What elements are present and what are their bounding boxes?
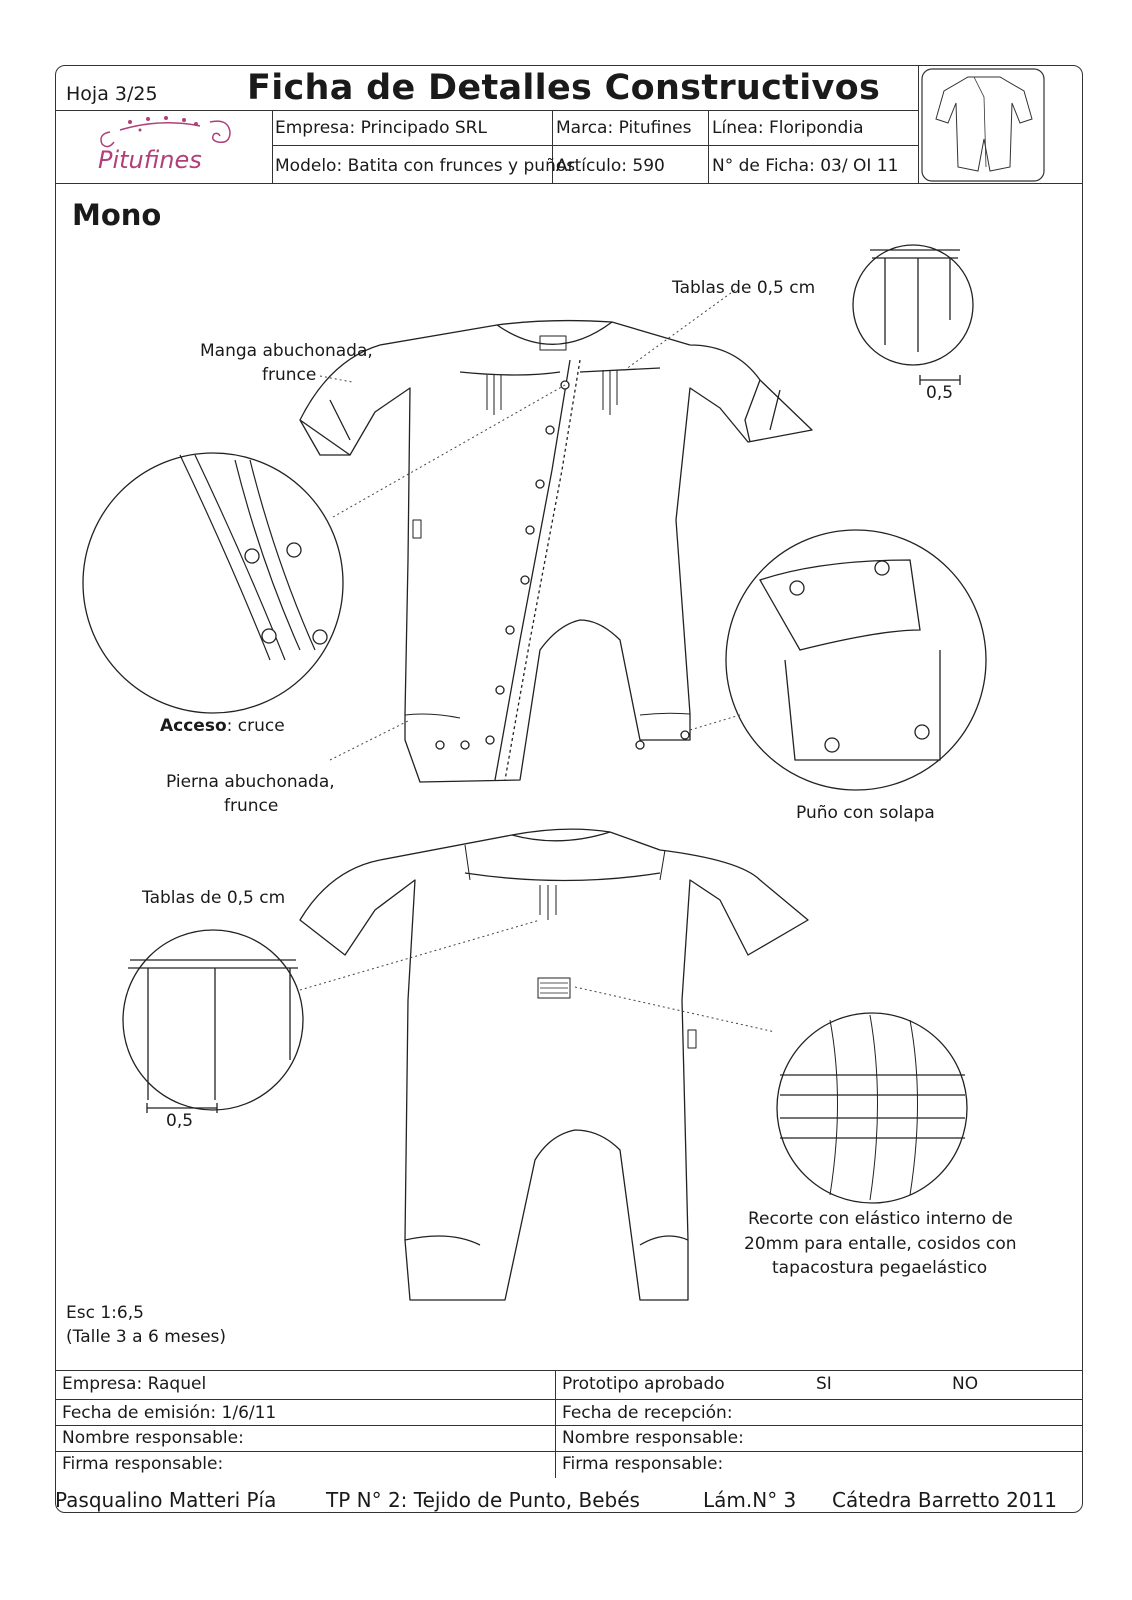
header-mid-rule — [272, 145, 918, 146]
back-pleat-dimension: 0,5 — [166, 1111, 194, 1131]
front-neckline — [497, 322, 612, 344]
page-title: Ficha de Detalles Constructivos — [247, 68, 881, 108]
cuff-label: Puño con solapa — [796, 803, 935, 823]
leg-label-line1: Pierna abuchonada, — [166, 772, 335, 792]
responsible-signature-left: Firma responsable: — [62, 1454, 224, 1474]
header-bottom-rule — [55, 183, 1083, 184]
garment-thumbnail — [920, 67, 1048, 183]
back-pleat-detail-circle — [123, 930, 303, 1110]
approval-rule-3 — [55, 1425, 1083, 1426]
leg-label-line2: frunce — [224, 796, 279, 816]
access-label-rest: : cruce — [226, 716, 285, 736]
responsible-name-right: Nombre responsable: — [562, 1428, 744, 1448]
elastic-note-line3: tapacostura pegaelástico — [772, 1258, 988, 1278]
responsible-signature-right: Firma responsable: — [562, 1454, 724, 1474]
issue-date: Fecha de emisión: 1/6/11 — [62, 1403, 277, 1423]
scale-line2: (Talle 3 a 6 meses) — [66, 1327, 227, 1347]
sleeve-label-line1: Manga abuchonada, — [200, 341, 373, 361]
elastic-note-line2: 20mm para entalle, cosidos con — [744, 1234, 1017, 1254]
reception-date: Fecha de recepción: — [562, 1403, 733, 1423]
header-divider-3 — [708, 110, 709, 183]
front-yoke-line — [460, 368, 660, 375]
footer-plate-number: Lám.N° 3 — [703, 1488, 797, 1512]
footer-assignment: TP N° 2: Tejido de Punto, Bebés — [326, 1488, 640, 1512]
line-field: Línea: Floripondia — [712, 118, 864, 138]
back-neckline — [512, 832, 610, 841]
front-overlap-placket — [495, 360, 570, 780]
approved-no: NO — [952, 1374, 979, 1394]
elastic-note-line1: Recorte con elástico interno de — [748, 1209, 1013, 1229]
front-snap-buttons — [436, 381, 689, 749]
logo-wordmark: Pitufines — [98, 146, 202, 174]
access-label-bold: Acceso — [160, 716, 227, 736]
back-garment-outline — [300, 829, 808, 1300]
access-label — [160, 714, 285, 739]
footer-author: Pasqualino Matteri Pía — [55, 1488, 277, 1512]
sheet-number: Hoja 3/25 — [66, 83, 158, 105]
article-field: Artículo: 590 — [556, 156, 665, 176]
sleeve-pleat-detail-circle — [853, 245, 973, 365]
approval-rule-4 — [55, 1451, 1083, 1452]
model-field: Modelo: Batita con frunces y puños — [275, 156, 576, 176]
scale-line1: Esc 1:6,5 — [66, 1303, 144, 1323]
back-yoke-line — [465, 873, 660, 881]
front-pleat-label: Tablas de 0,5 cm — [672, 278, 816, 298]
elastic-detail-circle — [777, 1013, 967, 1203]
header-divider-4 — [918, 65, 919, 183]
prototype-approved: Prototipo aprobado — [562, 1374, 725, 1394]
company-field: Empresa: Principado SRL — [275, 118, 487, 138]
sheet-id-field: N° de Ficha: 03/ OI 11 — [712, 156, 899, 176]
brand-logo — [80, 112, 250, 182]
header-divider-1 — [272, 110, 273, 183]
front-pleat-dimension: 0,5 — [926, 383, 954, 403]
responsible-name-left: Nombre responsable: — [62, 1428, 244, 1448]
approved-yes: SI — [816, 1374, 832, 1394]
garment-name: Mono — [72, 198, 162, 232]
back-pleat-label: Tablas de 0,5 cm — [142, 888, 286, 908]
footer-chair: Cátedra Barretto 2011 — [832, 1488, 1058, 1512]
approval-rule-2 — [55, 1399, 1083, 1400]
header-top-rule — [55, 110, 918, 111]
approval-company: Empresa: Raquel — [62, 1374, 207, 1394]
brand-field: Marca: Pitufines — [556, 118, 692, 138]
approval-rule-1 — [55, 1370, 1083, 1371]
cuff-flap-detail-circle — [726, 530, 986, 790]
approval-divider — [555, 1370, 556, 1478]
sleeve-label-line2: frunce — [262, 365, 317, 385]
